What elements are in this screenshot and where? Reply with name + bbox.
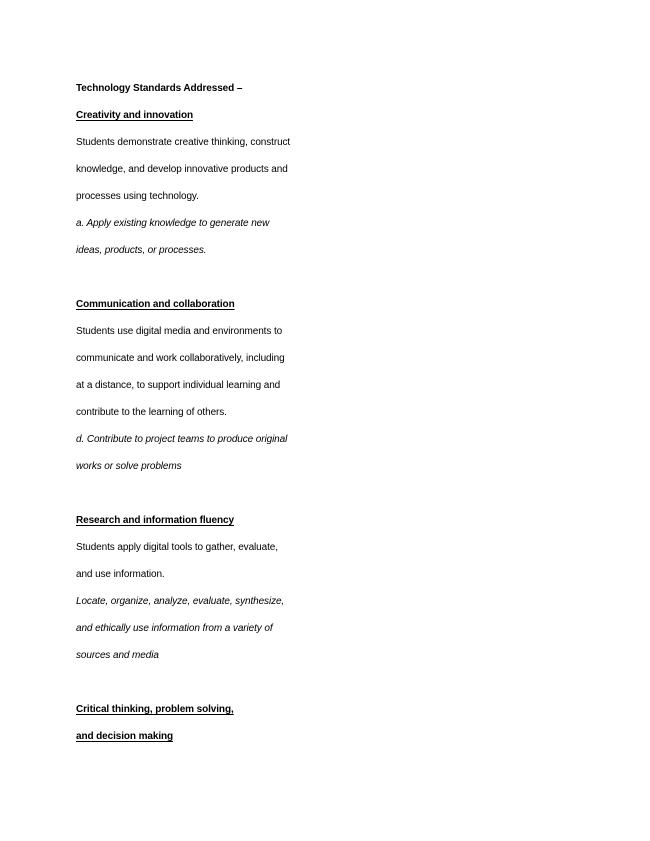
section-creativity (76, 102, 376, 264)
section-heading: Creativity and innovation (76, 110, 193, 121)
document-content (76, 75, 376, 750)
indicator-line: works or solve problems (76, 461, 182, 472)
body-line: at a distance, to support individual learning and (76, 380, 281, 391)
body-line: communicate and work collaboratively, including (76, 353, 285, 364)
indicator-line: ideas, products, or processes. (76, 245, 207, 256)
section-critical-thinking (76, 696, 376, 750)
body-line: and use information. (76, 569, 165, 580)
body-line: Students use digital media and environments to (76, 326, 283, 337)
body-line: processes using technology. (76, 191, 199, 202)
section-communication (76, 291, 376, 480)
spacer (76, 669, 376, 696)
indicator-line: Locate, organize, analyze, evaluate, synthesize, (76, 596, 285, 607)
indicator-line: sources and media (76, 650, 159, 661)
indicator-line: d. Contribute to project teams to produce original (76, 434, 288, 445)
section-heading: Communication and collaboration (76, 299, 235, 310)
document-title: Technology Standards Addressed – (76, 83, 243, 94)
body-line: Students apply digital tools to gather, evaluate, (76, 542, 278, 553)
indicator-line: a. Apply existing knowledge to generate new (76, 218, 270, 229)
spacer (76, 264, 376, 291)
body-line: knowledge, and develop innovative products and (76, 164, 288, 175)
section-heading: Research and information fluency (76, 515, 234, 526)
spacer (76, 480, 376, 507)
indicator-line: and ethically use information from a variety of (76, 623, 273, 634)
section-heading: Critical thinking, problem solving, (76, 704, 234, 715)
body-line: contribute to the learning of others. (76, 407, 227, 418)
section-heading: and decision making (76, 731, 174, 742)
section-research (76, 507, 376, 669)
body-line: Students demonstrate creative thinking, construct (76, 137, 291, 148)
